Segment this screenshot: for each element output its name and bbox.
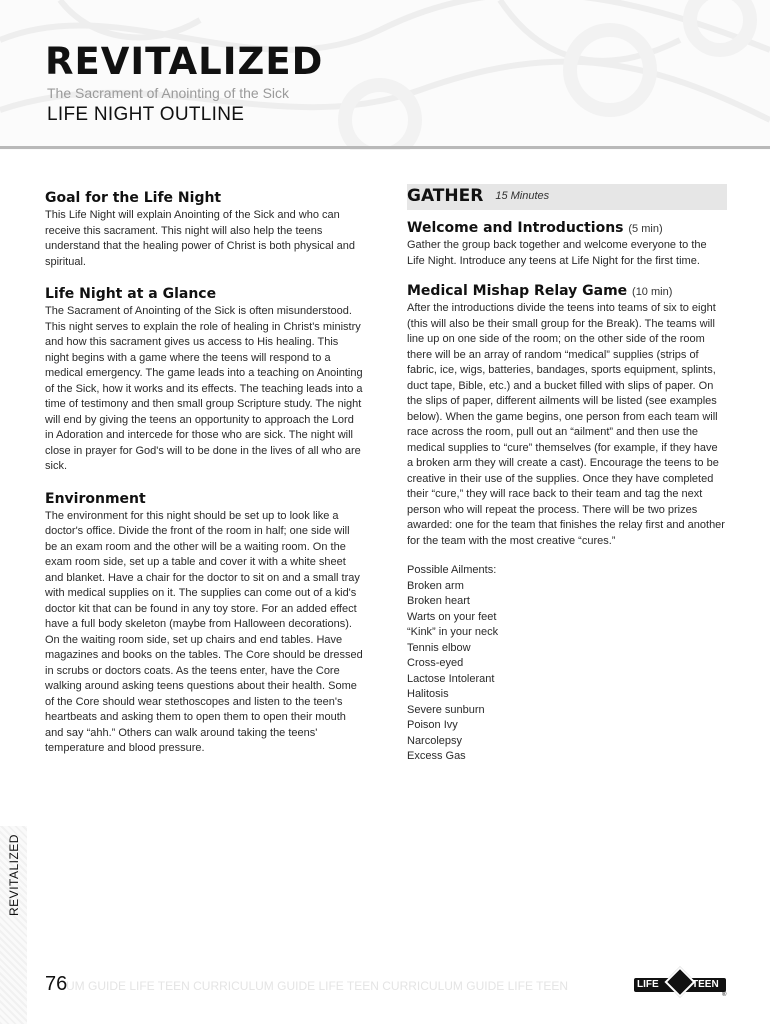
list-item: Excess Gas	[407, 750, 466, 762]
list-item: Cross-eyed	[407, 657, 464, 669]
welcome-heading	[407, 220, 725, 238]
relay-heading	[407, 283, 725, 301]
ailments-heading: Possible Ailments:	[407, 564, 497, 576]
relay-text: After the introductions divide the teens into teams of six to eight (this will also be their small group for the Break). The teams will line up on one side of the room; on the other side of the room there will be an array of random “medical” supplies (strips of fabric, ice, wigs, batteries, bandages, sports equipment, splints, duct tape, Bible, etc.) and a bucket filled with slips of paper. On the slips of paper, different ailments will be listed (see examples below). When the game begins, one person from each team will race across the room, pull out an “ailment” and then use the medical supplies to “cure” themselves (for example, if they have a broken arm they will create a cast). Encourage the teens to be creative in their use of the supplies. Once they have completed their “cure,” they will race back to their team and tag the next person who will repeat the process. There will be two prizes awarded: one for the team that finishes the relay first and another for the team with the most creative “cures.”	[407, 302, 725, 547]
section-title: LIFE NIGHT OUTLINE	[47, 104, 245, 125]
list-item: Broken arm	[407, 579, 464, 592]
environment-heading: Environment	[45, 490, 146, 507]
gather-banner	[407, 184, 727, 210]
right-column	[407, 184, 725, 765]
glance-text: The Sacrament of Anointing of the Sick is often misunderstood. This night serves to explain the role of healing in Christ's ministry and how this sacrament gives us access to His healing. This night begins with a game where the teens will respond to a medical emergency. The game leads into a teaching on Anointing of the Sick, how it works and its effects. The teaching leads into a time of testimony and then small group Scripture study. The night will end by giving the teens an opportunity to approach the Lord in Adoration and intercede for those who are sick. The night will close in prayer for God's will to be done in the lives of all who are sick.	[45, 305, 363, 472]
list-item: Narcolepsy	[407, 734, 463, 747]
list-item: Warts on your feet	[407, 610, 497, 623]
relay-heading-text: Medical Mishap Relay Game	[407, 283, 628, 299]
logo-diamond-icon	[664, 966, 695, 997]
welcome-text: Gather the group back together and welcome everyone to the Life Night. Introduce any teens at Life Night for the first time.	[407, 239, 707, 267]
logo-registered-mark: ®	[722, 992, 727, 998]
side-label: REVITALIZED	[7, 834, 21, 916]
logo-right-text: TEEN	[692, 979, 719, 990]
environment-text: The environment for this night should be set up to look like a doctor's office. Divide the front of the room in half; one side will be an exam room and the other will be a waiting room. On the exam room side, set up a table and cover it with a white sheet and blanket. Have a chair for the doctor to sit on and a small tray with medical supplies on it. The supplies can come out of a kid's doctor kit that can be found in any toy store. For an added effect have a full body skeleton (maybe from Halloween decorations). On the waiting room side, set up chairs and end tables. Have magazines and books on the tables. The Core should be dressed in scrubs or doctors coats. As the teens enter, have the Core walking around asking teens questions about their health. Some of the Core should wear stethoscopes and listen to the teen's heartbeats and asking them to open them to open their mouth and say “ahh.” Others can walk around taking the teens' temperature and blood pressure.	[45, 509, 363, 754]
welcome-heading-text: Welcome and Introductions	[407, 220, 624, 236]
list-item: Halitosis	[407, 688, 449, 700]
page-number: 76	[45, 973, 68, 995]
gather-minutes: 15 Minutes	[495, 190, 550, 203]
page-header	[0, 0, 770, 150]
running-footer: UM GUIDE LIFE TEEN CURRICULUM GUIDE LIFE TEEN CURRICULUM GUIDE LIFE TEEN	[66, 979, 569, 993]
logo-left-text: LIFE	[637, 979, 659, 990]
list-item: Lactose Intolerant	[407, 672, 495, 685]
relay-duration: (10 min)	[632, 286, 673, 298]
gather-title: GATHER	[407, 186, 484, 207]
list-item: Tennis elbow	[407, 641, 471, 654]
left-column	[45, 190, 363, 757]
ailments-list	[407, 563, 725, 765]
page-title: REVITALIZED	[45, 40, 324, 83]
goal-heading: Goal for the Life Night	[45, 190, 222, 206]
list-item: “Kink” in your neck	[407, 626, 499, 638]
list-item: Poison Ivy	[407, 719, 458, 731]
glance-heading: Life Night at a Glance	[45, 286, 217, 302]
list-item: Broken heart	[407, 595, 470, 607]
welcome-duration: (5 min)	[628, 223, 663, 235]
header-rule	[0, 146, 770, 149]
page-subtitle: The Sacrament of Anointing of the Sick	[47, 85, 290, 101]
list-item: Severe sunburn	[407, 703, 485, 716]
goal-text: This Life Night will explain Anointing of the Sick and who can receive this sacrament. This night will also help the teens understand that the healing power of Christ is both physical and spiritual.	[45, 209, 356, 268]
life-teen-logo	[634, 970, 726, 1000]
